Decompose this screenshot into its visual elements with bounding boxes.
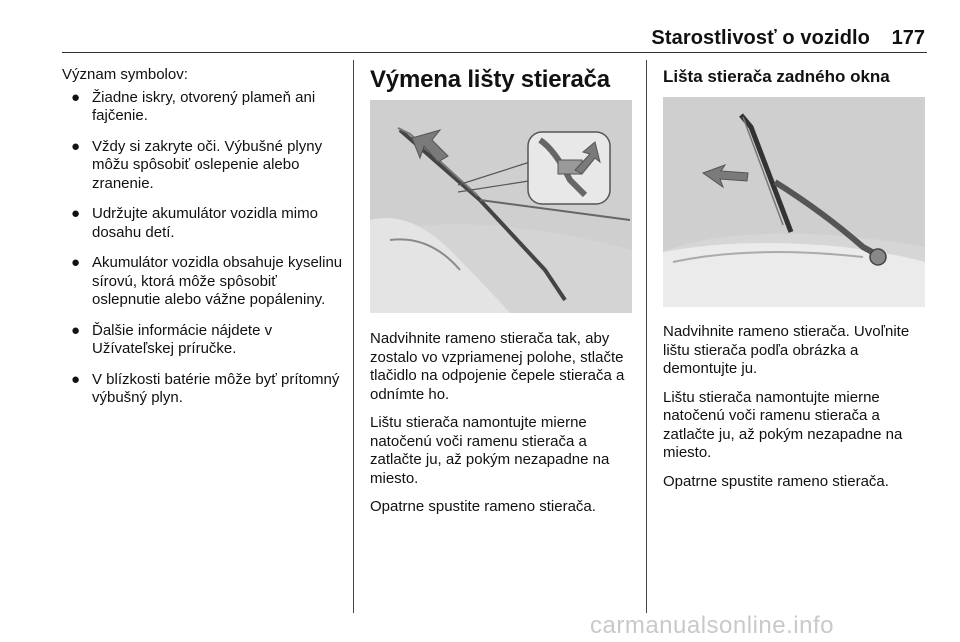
list-item-text: Akumulátor vozidla obsahuje kyselinu sírovú, ktorá môže spôsobiť oslepnutie alebo vážne popáleniny. xyxy=(92,254,343,308)
windscreen-wiper-drawing xyxy=(370,100,632,313)
paragraph: Nadvihnite rameno stierača. Uvoľnite lištu stierača podľa obrázka a demontujte ju. xyxy=(663,323,910,377)
list-item xyxy=(62,254,347,310)
section-heading-wiper-blade: Výmena lišty stierača xyxy=(370,66,610,93)
column-divider-left xyxy=(353,60,354,613)
windscreen-wiper-illustration xyxy=(370,100,632,313)
list-item xyxy=(62,371,347,408)
page-number: 177 xyxy=(891,27,925,49)
bullet-icon: ● xyxy=(71,254,81,271)
list-item-text: V blízkosti batérie môže byť prítomný výbušný plyn. xyxy=(92,370,340,406)
middle-column xyxy=(370,66,635,94)
section-heading-rear-wiper: Lišta stierača zadného okna xyxy=(663,67,890,86)
bullet-icon: ● xyxy=(71,88,81,106)
list-item xyxy=(62,205,347,242)
list-item-text: Žiadne iskry, otvorený plameň ani fajčenie. xyxy=(92,88,316,124)
paragraph: Opatrne spustite rameno stierača. xyxy=(663,472,889,490)
middle-column-text xyxy=(370,330,635,527)
list-item xyxy=(62,138,347,194)
list-item-text: Ďalšie informácie nájdete v Užívateľskej príručke. xyxy=(92,321,273,357)
paragraph: Lištu stierača namontujte mierne natočenú voči ramenu stierača a zatlačte ju, až pokým nezapadne na miesto. xyxy=(370,414,610,487)
bullet-icon: ● xyxy=(71,137,81,155)
paragraph: Lištu stierača namontujte mierne natočenú voči ramenu stierača a zatlačte ju, až pokým nezapadne na miesto. xyxy=(663,388,903,461)
header-rule xyxy=(62,52,927,53)
column-divider-right xyxy=(646,60,647,613)
rear-wiper-illustration xyxy=(663,97,925,307)
right-column xyxy=(663,66,928,88)
paragraph: Nadvihnite rameno stierača tak, aby zostalo vo vzpriamenej polohe, stlačte tlačidlo na odpojenie čepele stierača a odnímte ho. xyxy=(370,330,625,403)
right-column-text xyxy=(663,323,931,501)
page-header-title: Starostlivosť o vozidlo xyxy=(651,27,870,49)
left-column xyxy=(62,66,347,420)
bullet-icon: ● xyxy=(71,370,81,388)
list-item xyxy=(62,322,347,359)
watermark-text: carmanualsonline.info xyxy=(590,612,834,639)
list-item-text: Udržujte akumulátor vozidla mimo dosahu detí. xyxy=(92,205,318,241)
bullet-icon: ● xyxy=(71,205,81,222)
bullet-list xyxy=(62,89,347,408)
paragraph: Opatrne spustite rameno stierača. xyxy=(370,498,596,515)
rear-wiper-drawing xyxy=(663,97,925,307)
list-item-text: Vždy si zakryte oči. Výbušné plyny môžu spôsobiť oslepenie alebo zranenie. xyxy=(92,137,323,192)
bullet-icon: ● xyxy=(71,321,81,339)
list-item xyxy=(62,89,347,126)
symbols-intro: Význam symbolov: xyxy=(62,66,188,83)
